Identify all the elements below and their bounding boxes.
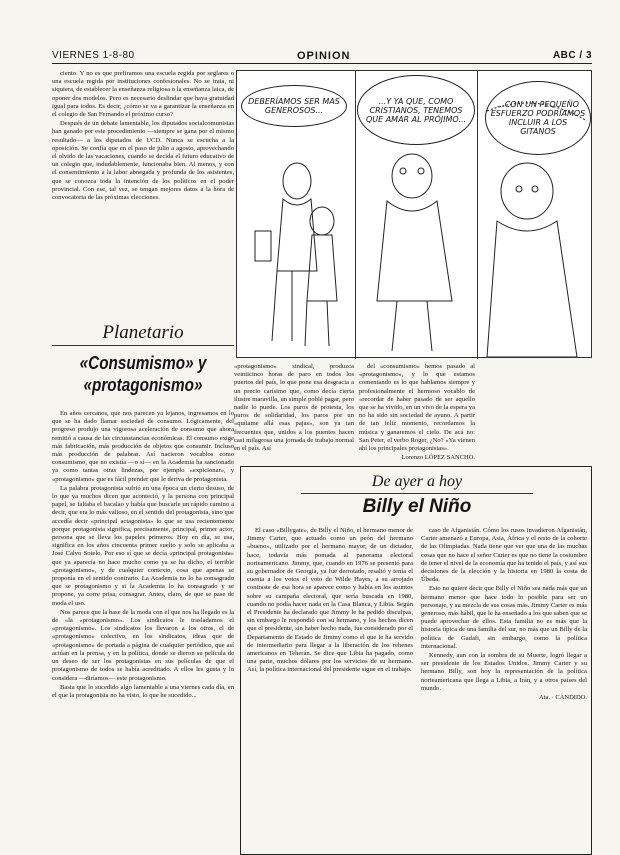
boxed-article xyxy=(240,466,592,855)
box-column xyxy=(247,527,413,852)
header-section: OPINION xyxy=(297,50,351,62)
article-paragraph: La palabra protagonista sufrió en una época un cierto desuso, de lo que ya muchos dicen que aconteció, y la persona con principal papel, se faltaba el bacalao y había que buscarle un rápido camino a decir, que era lo más valioso, en el sentido del protagonista, sino que accedía decir «principal actagonista» lo que se usa recientemente porque protagonista significa, precisamente, principal, primer actor, persona que se lleva los papeles primeros. Hoy en día, se usa, significa en los años cincuenta primer suelto y solo se aplicaba a José Calvo Sotelo. Por eso sí que se decía «principal protagonista» que ya aparecía no hace mucho como ya se ha dicho, el terrible «protagonismo», y de cualquier contexto, cosa que apenas se proponía en el sentido contrario. La Academia no lo ha consagrado que se protagonismo y si la Academia lo ha consagrado y se propone, ya corre prisa, consagrar. Antes, claro, de que se pase de moda el uso. xyxy=(52,484,234,607)
article-paragraph: El caso «Billygate», de Billy el Niño, el hermano menor de Jimmy Carter, que actuado como un peón del hermano «bueno», utilizado por el hermano mayor, de un dictador, hace, todavía más pomada al panorama electoral norteamericano. Jimmy, que, cuando en 1976 se presentó para su gobernador de Georgia, ya fue derrotado, resaltó y tenía el cuenta a los votos el voto de Wilde Hayes, a su arrojado contraste de esa hora se aparece como y había en los asuntos sobre su campaña electoral, que sería buscada en 1980, cuando no podía hacer nada en la Casa Blanca, y Libia. Según el Presidente ha declarado que Jimmy le ha pedido disculpas, sin embargo le respondió con su hermano, y los hechos dicen que el presidente, sin haber hecho nada, fue considerado por el Departamento de Estado de Jimmy como el que le ha servido de intermediario para llegar a la liberación de los rehenes americanos en Teherán. Se dice que Libia ha pagado, como una parte, muchos dólares por los servicios de su hermano. Así, la política internacional del presidente sigue en el trabajo. xyxy=(247,527,413,674)
page-header xyxy=(52,50,592,64)
byline: Ata. · CANDIDO. xyxy=(538,694,587,702)
article-paragraph: Nos parece que la base de la moda con el que nos ha llegado es la de «la «protagonismo». Los sindicatos le trasladamos el «protagonismo». Los sindicatos los llevaron a los otros, el de «protagonismo» colectivo, en los sindicatos, ideas que de «protagonismo» de portada a página de cualquier periódico, que así actúan en la prensa, y en la política, donde se dieron su película de un deseo de ser los protagonistas en sus películas de que el protagonismo de todos se había acreditado. A ellos les gusta y lo considera —diríamos— este protagonismo. xyxy=(52,608,234,682)
comic-strip xyxy=(236,70,592,358)
speech-bubble: ...CON UN PEQUEÑO ESFUERZO PODRÍAMOS INCLUIR A LOS GITANOS xyxy=(485,81,591,155)
speech-bubble: ...Y YA QUE, COMO CRISTIANOS, TENEMOS QUE AMAR AL PRÓJIMO... xyxy=(357,75,475,145)
article-paragraph: En años cercanos, que nos parecen ya lejanos, ingresamos en lo que se ha dado llamar sociedad de consumo. Lógicamente, del progreso produjo una vigorosa aceleración de consumo que ahora remitió a causa de las circunstancias económicas. El consumo exige más fabricación, más producción de objetos que consumir. Incluso más producción de palabras. Así nacieron vocablos como consumismo, que no existía —o sí— en la Academia ha sancionado ya como tantas otras lindezas, por ejemplo «expicionar», y «protagonismo» que es fácil prender que le deriva de protagonista. xyxy=(52,410,234,483)
left-top-column xyxy=(52,70,234,318)
article-paragraph: Basta que lo sucedido algo lamentable a una viernes cada día, en el que la protagonista no ha visto, lo que he sucedido... xyxy=(52,683,234,699)
article-paragraph: Después de un debate lamentable, los diputados socialcomunistas han ganado por este procedimiento —siempre se gana por el mismo resultado— a los diputados de UCD. Nunca se escucha a la oposición. Se confía que en el paso de julio a agosto, aprovechando el olvido de las vacaciones, cuando se decida el futuro educativo de un colegio que, indudablemente, funcionaba bien. Al menos, y con el consentimiento a la labor abnegada y profunda de los asistentes, que se conozca toda la intención de los políticos en el poder provincial. Con ese, tal vez, se tengan mejores datos a la hora de convocatoria de las próximas elecciones. xyxy=(52,120,234,202)
box-kicker: De ayer a hoy xyxy=(371,473,463,490)
divider xyxy=(301,493,533,494)
box-column xyxy=(421,527,587,852)
article-paragraph: del «consumismo» hemos pasado al «protagonismo», y lo que estamos comentando es lo que hablamos siempre y profesionalmente el hermoso vocablo de «recordar de haber pasado de ser aquello que se ha vivido, en un vivo de la espera ya no ha sido sin sociedad de ayuno. A partir de tan feliz momento, recordamos la música y ganaremos el cielo. De acá no: San Peter, el verbo Roger, ¿No? «Ya vienen ahí los principales protagonistas». xyxy=(359,363,475,453)
section-kicker: Planetario xyxy=(52,322,234,346)
mid-column xyxy=(359,363,475,463)
speech-bubble: DEBERÍAMOS SER MAS GENEROSOS... xyxy=(241,85,347,127)
byline: Lorenzo LÓPEZ SANCHO. xyxy=(401,454,475,462)
article-paragraph: Kennedy, aun con la sombra de su Muerte, logró llegar a ser presidente de los Estados Unidos. Jimmy Carter y su hermano Billy, son hoy la representación de la política norteamericana que llega a Libia, a Irán, y a otros países del mundo. xyxy=(421,652,587,692)
left-bottom-column xyxy=(52,410,234,855)
article-paragraph: caso de Afganistán. Cómo los rusos invadieron Afganistán, Carter amenazó a Europa, Asia, África y el resto de la cohorte de las Olimpiadas. Nada tiene que ver que una de las muchas cosas que no hace el señor Carter es que no tiene la costumbre de tener el nivel de la economía que ha tenido el país, y así sus decisiones de la elección y la historia en 1980 la costa de Úbeda. xyxy=(421,527,587,584)
article-headline: «Consumismo» y «protagonismo» xyxy=(79,353,207,395)
box-headline: Billy el Niño xyxy=(362,496,472,517)
article-paragraph: ciento. Y no es que prefiramos una escuela regida por seglares o una escuela regida por instituciones confesionales. No se trata, ni siquiera, de establecer la enseñanza religiosa o la enseñanza laica, de oponer dos modelos. Pero es necesario deslindar que haya gratuidad igual para todos. Es decir, ¿cómo se va a garantizar la enseñanza en el colegio de San Fernando el próximo curso? xyxy=(52,70,234,119)
header-date: VIERNES 1-8-80 xyxy=(52,50,135,61)
article-paragraph: Esto no quiere decir que Billy el Niño sea nada más que un hermano menor que hace todo lo posible para ser un personaje, y su mezcla de sus cosas más. Jimmy Carter es más generoso, más hábil, que le ha enseñado a los que saben que se puede aprovechar de ellos. Esta familia no es más que la historia típica de una familia del sur, no más que un Billy de la política de Gadafi, sin embargo, como la política internacional. xyxy=(421,585,587,650)
header-paper: ABC / 3 xyxy=(552,50,592,61)
comic-illustration xyxy=(237,71,591,357)
mid-column: «protagonismo» sindical, produzca veinticinco horas de paro en todos los puertos del país, lo que pone esa desgracia a un precio carísimo que, como decía cierta ilustre maravilla, un simple poblé pagar, pero nadie lo puede. Los puros de protesta, los puros de solidaridad, los paros por un «quítame allá esas pajas», son ya tan frecuentes que, unidos a los puentes hacen casi milagrosa una jornada de trabajo normal en el país. Así xyxy=(234,363,354,453)
